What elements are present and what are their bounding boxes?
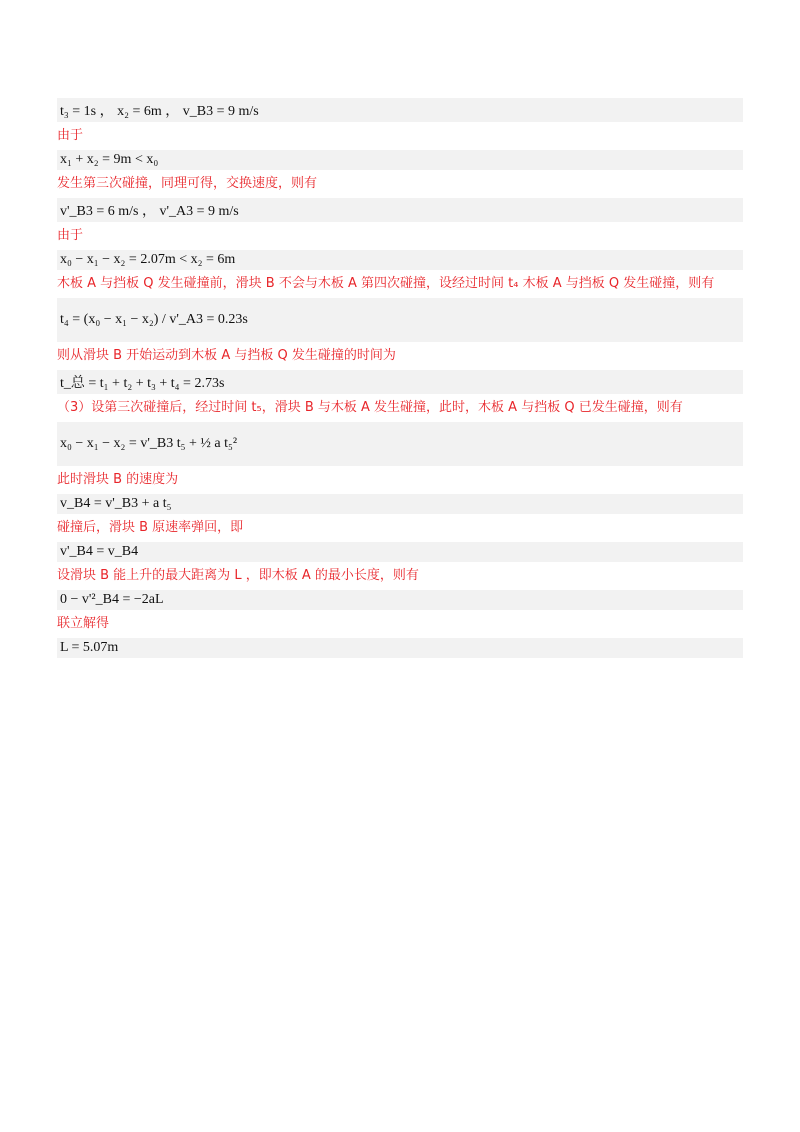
formula-line: 0 − v'²_B4 = −2aL bbox=[57, 590, 743, 610]
text-line: 则从滑块 B 开始运动到木板 A 与挡板 Q 发生碰撞的时间为 bbox=[57, 348, 396, 363]
formula-line: t₄ = (x₀ − x₁ − x₂) / v'_A3 = 0.23s bbox=[57, 298, 743, 342]
formula-line: t₃ = 1s ， x₂ = 6m ， v_B3 = 9 m/s bbox=[57, 98, 743, 122]
text-line: 由于 bbox=[57, 228, 84, 243]
document-body bbox=[57, 94, 743, 662]
text-line: 发生第三次碰撞，同理可得，交换速度，则有 bbox=[57, 176, 318, 191]
formula-line: x₁ + x₂ = 9m < x₀ bbox=[57, 150, 743, 170]
text-line: 由于 bbox=[57, 128, 84, 143]
formula-line: v_B4 = v'_B3 + a t₅ bbox=[57, 494, 743, 514]
formula-line: v'_B3 = 6 m/s ， v'_A3 = 9 m/s bbox=[57, 198, 743, 222]
text-line: 碰撞后，滑块 B 原速率弹回，即 bbox=[57, 520, 244, 535]
text-line: 此时滑块 B 的速度为 bbox=[57, 472, 179, 487]
text-line: 木板 A 与挡板 Q 发生碰撞前，滑块 B 不会与木板 A 第四次碰撞，设经过时间 t₄ 木板 A 与挡板 Q 发生碰撞，则有 bbox=[57, 276, 715, 291]
text-line: （3）设第三次碰撞后，经过时间 t₅，滑块 B 与木板 A 发生碰撞，此时，木板 A 与挡板 Q 已发生碰撞，则有 bbox=[57, 400, 683, 415]
formula-line: L = 5.07m bbox=[57, 638, 743, 658]
formula-line: v'_B4 = v_B4 bbox=[57, 542, 743, 562]
formula-line: x₀ − x₁ − x₂ = 2.07m < x₂ = 6m bbox=[57, 250, 743, 270]
text-line: 联立解得 bbox=[57, 616, 110, 631]
formula-line: t_总 = t₁ + t₂ + t₃ + t₄ = 2.73s bbox=[57, 370, 743, 394]
text-line: 设滑块 B 能上升的最大距离为 L ，即木板 A 的最小长度，则有 bbox=[57, 568, 419, 583]
formula-line: x₀ − x₁ − x₂ = v'_B3 t₅ + ½ a t₅² bbox=[57, 422, 743, 466]
